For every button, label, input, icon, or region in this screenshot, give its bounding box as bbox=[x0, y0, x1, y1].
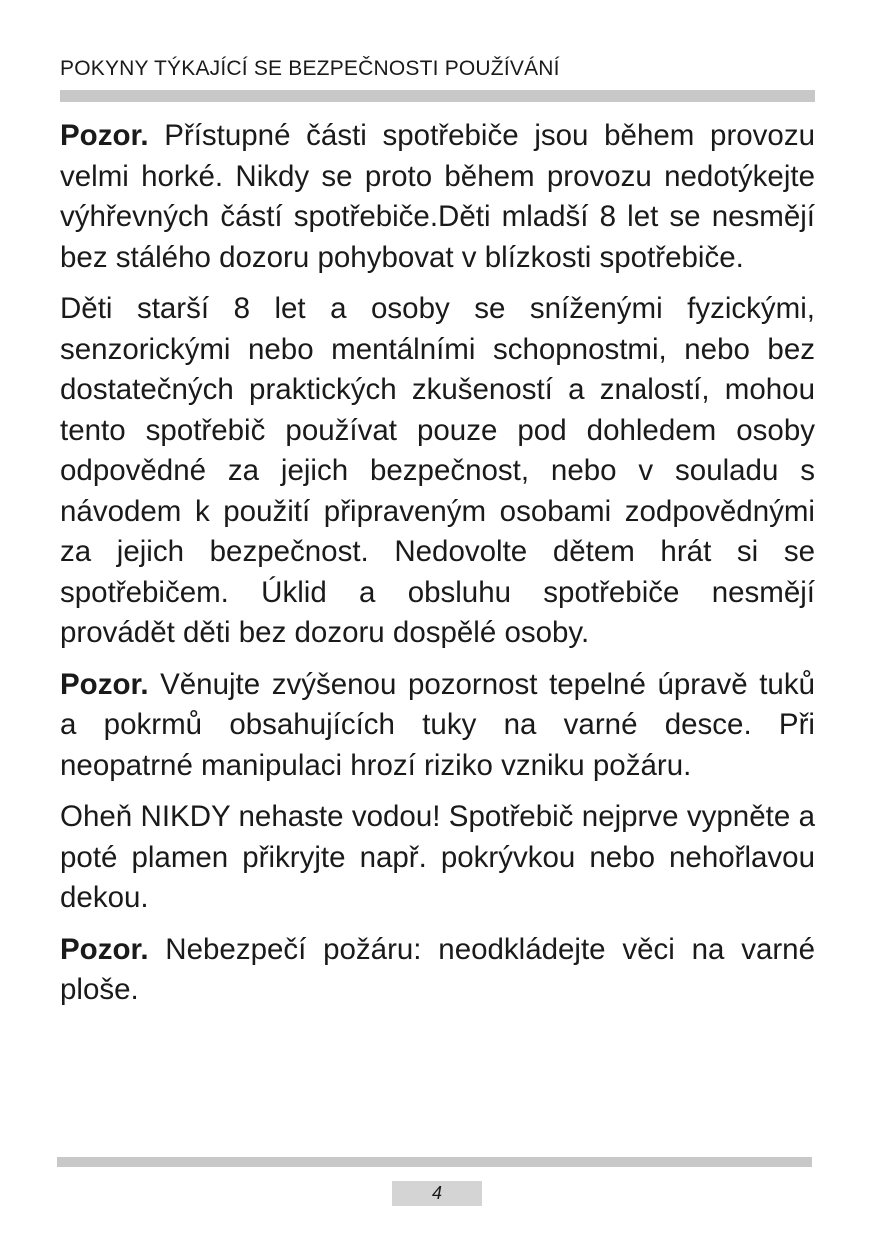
page-header bbox=[60, 56, 815, 102]
footer-divider bbox=[57, 1157, 812, 1167]
paragraph-text: Nebezpečí požáru: neodkládejte věci na varné ploše. bbox=[60, 932, 815, 1006]
paragraph-text: Děti starší 8 let a osoby se sníženými fyzickými, senzorickými nebo mentálními schopnostmi, nebo bez dostatečných praktických zkušeností a znalostí, mohou tento spotřebič používat pouze pod dohledem osoby odpovědné za jejich bezpečnost, nebo v souladu s návodem k použití připraveným osobami zodpovědnými za jejich bezpečnost. Nedovolte dětem hrát si se spotřebičem. Úklid a obsluhu spotřebiče nesmějí provádět děti bez dozoru dospělé osoby. bbox=[60, 292, 815, 649]
paragraph-warning-hot-parts bbox=[60, 116, 815, 278]
paragraph-warning-fire-hazard bbox=[60, 930, 815, 1011]
page-number-box bbox=[392, 1181, 482, 1206]
header-divider bbox=[60, 90, 815, 102]
paragraph-fire-water bbox=[60, 797, 815, 919]
section-title: POKYNY TÝKAJÍCÍ SE BEZPEČNOSTI POUŽÍVÁNÍ bbox=[60, 57, 560, 80]
paragraph-text: Přístupné části spotřebiče jsou během provozu velmi horké. Nikdy se proto během provozu nedotýkejte výhřevných částí spotřebiče.Děti mladší 8 let se nesmějí bez stálého dozoru pohybovat v blízkosti spotřebiče. bbox=[60, 119, 815, 274]
body-text bbox=[60, 116, 815, 1022]
warning-lead: Pozor. bbox=[60, 119, 149, 152]
warning-lead: Pozor. bbox=[60, 667, 149, 701]
paragraph-text: Oheň NIKDY nehaste vodou! Spotřebič nejprve vypněte a poté plamen přikryjte např. pokrývkou nebo nehořlavou dekou. bbox=[60, 800, 815, 914]
paragraph-warning-fats bbox=[60, 665, 815, 787]
paragraph-children-supervision bbox=[60, 289, 815, 654]
paragraph-text: Věnujte zvýšenou pozornost tepelné úpravě tuků a pokrmů obsahujících tuky na varné desce. Při neopatrné manipulaci hrozí riziko vzniku požáru. bbox=[60, 667, 815, 782]
warning-lead: Pozor. bbox=[60, 932, 149, 966]
page-number: 4 bbox=[431, 1183, 442, 1203]
